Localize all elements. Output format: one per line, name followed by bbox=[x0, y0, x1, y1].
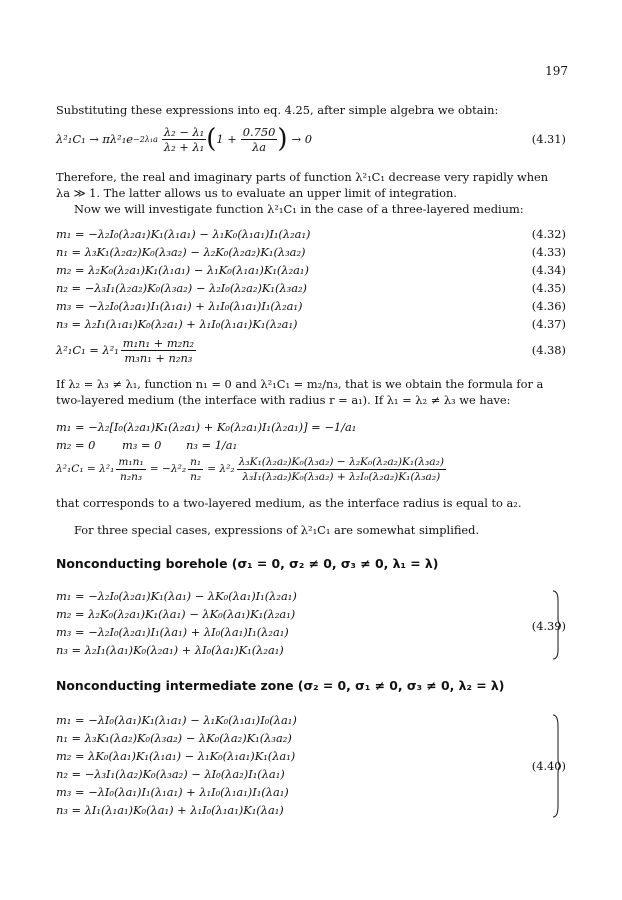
c-eq2: = −λ²₂ bbox=[149, 463, 187, 475]
para-if-2: two-layered medium (the interface with radius r = a₁). If λ₁ = λ₂ ≠ λ₃ we have: bbox=[56, 393, 511, 407]
eq-n3: n₃ = λ₂I₁(λ₁a₁)K₀(λ₂a₁) + λ₁I₀(λ₁a₁)K₁(λ₂a₁) bbox=[56, 317, 298, 331]
eq-4-33-number: (4.33) bbox=[531, 245, 566, 259]
eq-two-layer-m1: m₁ = −λ₂[I₀(λ₂a₁)K₁(λ₂a₁) + K₀(λ₂a₁)I₁(λ₂a₁)] = −1/a₁ bbox=[56, 420, 357, 434]
equation-4-31: λ²₁C₁ → πλ²₁e −2λ₁a $\frac{\text{λ₂ − λ₁}}{\text{λ₂ + λ₁}}$ ( 1 + $\frac{0.750}{\lambda a}$ ) → 0 bbox=[56, 124, 312, 154]
para-intro: Substituting these expressions into eq. 4.25, after simple algebra we obtain: bbox=[56, 103, 499, 117]
eq-4-39-number: (4.39) bbox=[531, 619, 566, 633]
eq431-lhs: λ²₁C₁ → πλ²₁e bbox=[56, 132, 133, 146]
eq438-den: m₃n₁ + n₂n₃ bbox=[124, 350, 193, 365]
c-eq3: = λ²₂ bbox=[207, 463, 235, 475]
c-frac2-num: n₁ bbox=[190, 455, 202, 468]
c-frac1-den: n₂n₃ bbox=[120, 470, 143, 483]
eq431-one-plus: 1 + bbox=[216, 132, 237, 146]
s2-eq-n2: n₂ = −λ₃I₁(λa₂)K₀(λ₃a₂) − λI₀(λa₂)I₁(λa₁) bbox=[56, 767, 285, 781]
page-number: 197 bbox=[545, 64, 568, 78]
eq438-fraction bbox=[121, 336, 196, 365]
para-corresponds: that corresponds to a two-layered medium, as the interface radius is equal to a₂. bbox=[56, 496, 522, 510]
s2-eq-n1: n₁ = λ₃K₁(λa₂)K₀(λ₃a₂) − λK₀(λa₂)K₁(λ₃a₂) bbox=[56, 731, 292, 745]
eq-n1: n₁ = λ₃K₁(λ₂a₂)K₀(λ₃a₂) − λ₂K₀(λ₂a₂)K₁(λ₃a₂) bbox=[56, 245, 306, 259]
s1-eq-m2: m₂ = λ₂K₀(λ₂a₁)K₁(λa₁) − λK₀(λa₁)K₁(λ₂a₁) bbox=[56, 607, 296, 621]
eq431-inner-fraction bbox=[241, 125, 278, 154]
eq-two-layer-n3: n₃ = 1/a₁ bbox=[186, 438, 238, 452]
para-if-1: If λ₂ = λ₃ ≠ λ₁, function n₁ = 0 and λ²₁C₁ = m₂/n₃, that is we obtain the formula for a bbox=[56, 377, 544, 391]
eq-4-32-number: (4.32) bbox=[531, 227, 566, 241]
para-therefore-1: Therefore, the real and imaginary parts of function λ²₁C₁ decrease very rapidly when bbox=[56, 170, 549, 184]
eq-m2: m₂ = λ₂K₀(λ₂a₁)K₁(λ₁a₁) − λ₁K₀(λ₁a₁)K₁(λ₂a₁) bbox=[56, 263, 309, 277]
para-special: For three special cases, expressions of λ²₁C₁ are somewhat simplified. bbox=[74, 523, 480, 537]
eq438-lhs: λ²₁C₁ = λ²₁ bbox=[56, 343, 119, 357]
eq-two-layer-c bbox=[56, 452, 446, 486]
s1-eq-m1: m₁ = −λ₂I₀(λ₂a₁)K₁(λa₁) − λK₀(λa₁)I₁(λ₂a₁) bbox=[56, 589, 297, 603]
eq431-exponent: −2λ₁a bbox=[133, 134, 158, 144]
eq-4-36-number: (4.36) bbox=[531, 299, 566, 313]
eq431-frac-den: λ₂ + λ₁ bbox=[163, 139, 205, 154]
c-frac1-num: m₁n₁ bbox=[118, 455, 144, 468]
eq431-inner-den: λa bbox=[252, 139, 267, 154]
c-frac3-den: λ₃I₁(λ₂a₂)K₀(λ₃a₂) + λ₂I₀(λ₂a₂)K₁(λ₃a₂) bbox=[242, 470, 441, 483]
eq-m3: m₃ = −λ₂I₀(λ₂a₁)I₁(λ₁a₁) + λ₁I₀(λ₁a₁)I₁(λ₂a₁) bbox=[56, 299, 303, 313]
eq431-tail: → 0 bbox=[291, 132, 312, 146]
eq-two-layer-m2: m₂ = 0 bbox=[56, 438, 96, 452]
section-heading-nonconducting-intermediate-zone: Nonconducting intermediate zone (σ₂ = 0, σ₁ ≠ 0, σ₃ ≠ 0, λ₂ = λ) bbox=[56, 678, 505, 693]
para-therefore-2: λa ≫ 1. The latter allows us to evaluate an upper limit of integration. bbox=[56, 186, 457, 200]
eq-n2: n₂ = −λ₃I₁(λ₂a₂)K₀(λ₃a₂) − λ₂I₀(λ₂a₂)K₁(λ₃a₂) bbox=[56, 281, 307, 295]
eq-4-40-number: (4.40) bbox=[531, 759, 566, 773]
s2-eq-m2: m₂ = λK₀(λa₁)K₁(λ₁a₁) − λ₁K₀(λ₁a₁)K₁(λa₁) bbox=[56, 749, 296, 763]
c-frac3 bbox=[237, 455, 446, 484]
eq431-fraction bbox=[162, 125, 206, 154]
eq-4-34-number: (4.34) bbox=[531, 263, 566, 277]
eq-m1: m₁ = −λ₂I₀(λ₂a₁)K₁(λ₁a₁) − λ₁K₀(λ₁a₁)I₁(λ₂a₁) bbox=[56, 227, 311, 241]
eq431-inner-num: 0.750 bbox=[242, 124, 276, 139]
c-frac2 bbox=[188, 455, 203, 484]
s1-eq-m3: m₃ = −λ₂I₀(λ₂a₁)I₁(λa₁) + λI₀(λa₁)I₁(λ₂a₁) bbox=[56, 625, 289, 639]
c-frac2-den: n₂ bbox=[190, 470, 202, 483]
section-heading-nonconducting-borehole: Nonconducting borehole (σ₁ = 0, σ₂ ≠ 0, σ₃ ≠ 0, λ₁ = λ) bbox=[56, 556, 439, 571]
s2-eq-m1: m₁ = −λI₀(λa₁)K₁(λ₁a₁) − λ₁K₀(λ₁a₁)I₀(λa₁) bbox=[56, 713, 297, 727]
equation-4-38 bbox=[56, 333, 196, 367]
eq438-num: m₁n₁ + m₂n₂ bbox=[122, 335, 195, 350]
c-frac3-num: λ₃K₁(λ₂a₂)K₀(λ₃a₂) − λ₂K₀(λ₂a₂)K₁(λ₃a₂) bbox=[238, 455, 444, 468]
c-frac1 bbox=[116, 455, 145, 484]
eq431-number: (4.31) bbox=[531, 132, 566, 146]
c-lhs: λ²₁C₁ = λ²₁ bbox=[56, 463, 115, 475]
eq-4-35-number: (4.35) bbox=[531, 281, 566, 295]
eq431-frac-num: λ₂ − λ₁ bbox=[163, 124, 205, 139]
eq-4-37-number: (4.37) bbox=[531, 317, 566, 331]
s2-eq-n3: n₃ = λI₁(λ₁a₁)K₀(λa₁) + λ₁I₀(λ₁a₁)K₁(λa₁) bbox=[56, 803, 284, 817]
s1-eq-n3: n₃ = λ₂I₁(λa₁)K₀(λ₂a₁) + λI₀(λa₁)K₁(λ₂a₁) bbox=[56, 643, 284, 657]
s2-eq-m3: m₃ = −λI₀(λa₁)I₁(λ₁a₁) + λ₁I₀(λ₁a₁)I₁(λa₁) bbox=[56, 785, 289, 799]
eq-two-layer-m3: m₃ = 0 bbox=[122, 438, 162, 452]
eq438-number: (4.38) bbox=[531, 343, 566, 357]
para-now: Now we will investigate function λ²₁C₁ in the case of a three-layered medium: bbox=[74, 202, 524, 216]
